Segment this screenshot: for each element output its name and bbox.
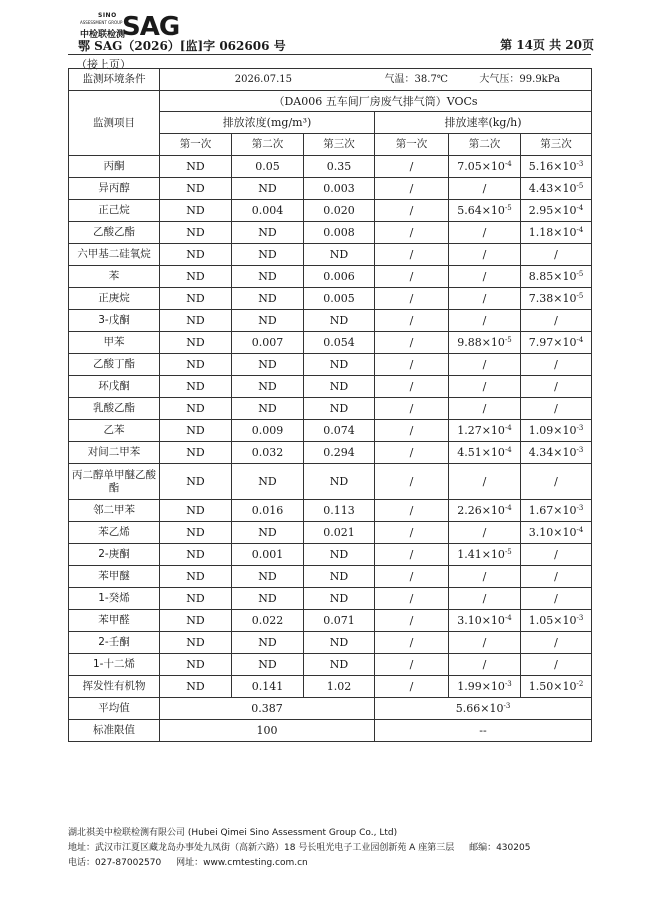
concentration-cell: ND (160, 566, 232, 588)
logo-sag: SAG (122, 12, 180, 42)
rate-cell: / (375, 332, 449, 354)
rate-cell: / (449, 654, 521, 676)
compound-name: 邻二甲苯 (69, 500, 160, 522)
rate-cell: / (375, 442, 449, 464)
rate-cell: $1.50\times 10^{-2}$ (521, 676, 592, 698)
rate-cell: / (449, 354, 521, 376)
concentration-cell: ND (232, 566, 304, 588)
rate-cell: / (375, 200, 449, 222)
average-row (69, 698, 592, 720)
rate-cell: $4.34\times 10^{-3}$ (521, 442, 592, 464)
concentration-cell: ND (160, 244, 232, 266)
time-header: 第一次 (375, 134, 449, 156)
env-temp: 气温：38.7℃ (384, 74, 448, 85)
rate-cell: / (375, 500, 449, 522)
rate-cell: $2.95\times 10^{-4}$ (521, 200, 592, 222)
rate-cell: $7.05\times 10^{-4}$ (449, 156, 521, 178)
rate-cell: $1.09\times 10^{-3}$ (521, 420, 592, 442)
time-header: 第一次 (160, 134, 232, 156)
report-number: 鄂 SAG（2026）[监]字 062606 号 (78, 39, 286, 53)
concentration-cell: ND (304, 354, 375, 376)
rate-cell: / (521, 354, 592, 376)
concentration-cell: 0.001 (232, 544, 304, 566)
concentration-cell: ND (232, 398, 304, 420)
compound-name: 苯乙烯 (69, 522, 160, 544)
compound-name: 甲苯 (69, 332, 160, 354)
concentration-cell: 0.294 (304, 442, 375, 464)
rate-cell: / (375, 354, 449, 376)
concentration-cell: 0.009 (232, 420, 304, 442)
concentration-cell: 0.020 (304, 200, 375, 222)
compound-name: 乙苯 (69, 420, 160, 442)
rate-header: 排放速率(kg/h) (375, 112, 592, 134)
concentration-cell: ND (304, 244, 375, 266)
footer-website: 网址：www.cmtesting.com.cn (176, 858, 308, 868)
concentration-cell: ND (160, 654, 232, 676)
rate-cell: $7.38\times 10^{-5}$ (521, 288, 592, 310)
concentration-cell: ND (232, 244, 304, 266)
compound-name: 乙酸丁酯 (69, 354, 160, 376)
time-header: 第三次 (521, 134, 592, 156)
limit-concentration: 100 (160, 720, 375, 742)
table-row (69, 522, 592, 544)
rate-cell: / (375, 654, 449, 676)
table-row (69, 354, 592, 376)
rate-cell: / (375, 588, 449, 610)
footer-phone: 电话：027-87002570 (68, 858, 162, 868)
concentration-cell: ND (160, 354, 232, 376)
concentration-cell: 0.074 (304, 420, 375, 442)
page-number: 第 14页 共 20页 (500, 38, 594, 52)
table-row (69, 376, 592, 398)
rate-cell: / (521, 544, 592, 566)
compound-name: 丙酮 (69, 156, 160, 178)
concentration-cell: 0.021 (304, 522, 375, 544)
footer-address: 地址：武汉市江夏区藏龙岛办事处九凤街（高新六路）18 号长咀光电子工业园创新苑 A 座第三层 (68, 843, 455, 853)
concentration-cell: ND (232, 632, 304, 654)
concentration-cell: ND (160, 464, 232, 500)
rate-cell: / (521, 310, 592, 332)
average-rate: $5.66\times 10^{-3}$ (375, 698, 592, 720)
rate-cell: / (449, 244, 521, 266)
table-row (69, 398, 592, 420)
compound-name: 1-十二烯 (69, 654, 160, 676)
compound-name: 六甲基二硅氧烷 (69, 244, 160, 266)
footer (68, 826, 530, 871)
rate-cell: / (375, 610, 449, 632)
concentration-cell: ND (160, 288, 232, 310)
concentration-cell: ND (160, 500, 232, 522)
rate-cell: / (375, 676, 449, 698)
compound-name: 丙二醇单甲醚乙酸酯 (69, 464, 160, 500)
rate-cell: $1.67\times 10^{-3}$ (521, 500, 592, 522)
limit-row (69, 720, 592, 742)
concentration-cell: ND (160, 178, 232, 200)
concentration-cell: ND (232, 464, 304, 500)
table-row (69, 632, 592, 654)
rate-cell: $7.97\times 10^{-4}$ (521, 332, 592, 354)
rate-cell: $1.99\times 10^{-3}$ (449, 676, 521, 698)
rate-cell: $1.05\times 10^{-3}$ (521, 610, 592, 632)
concentration-cell: ND (304, 544, 375, 566)
compound-name: 异丙醇 (69, 178, 160, 200)
rate-cell: / (521, 464, 592, 500)
concentration-cell: 0.032 (232, 442, 304, 464)
env-row (69, 69, 592, 91)
rate-cell: / (521, 244, 592, 266)
concentration-cell: 0.005 (304, 288, 375, 310)
average-concentration: 0.387 (160, 698, 375, 720)
concentration-cell: ND (232, 310, 304, 332)
source-row (69, 91, 592, 112)
rate-cell: / (375, 222, 449, 244)
concentration-cell: ND (160, 222, 232, 244)
rate-cell: $4.43\times 10^{-5}$ (521, 178, 592, 200)
concentration-cell: 0.022 (232, 610, 304, 632)
rate-cell: / (375, 266, 449, 288)
voc-results-table (68, 68, 592, 742)
average-label: 平均值 (69, 698, 160, 720)
concentration-cell: ND (232, 354, 304, 376)
rate-cell: / (375, 544, 449, 566)
rate-cell: / (449, 398, 521, 420)
compound-name: 苯 (69, 266, 160, 288)
concentration-cell: ND (160, 632, 232, 654)
rate-cell: $4.51\times 10^{-4}$ (449, 442, 521, 464)
env-values (160, 69, 592, 91)
concentration-cell: 1.02 (304, 676, 375, 698)
rate-cell: $2.26\times 10^{-4}$ (449, 500, 521, 522)
rate-cell: / (521, 398, 592, 420)
rate-cell: / (375, 376, 449, 398)
concentration-cell: ND (232, 654, 304, 676)
rate-cell: / (449, 632, 521, 654)
concentration-cell: ND (232, 222, 304, 244)
compound-name: 对间二甲苯 (69, 442, 160, 464)
rate-cell: / (375, 632, 449, 654)
concentration-cell: 0.05 (232, 156, 304, 178)
rate-cell: / (449, 222, 521, 244)
concentration-cell: ND (160, 200, 232, 222)
concentration-cell: ND (304, 310, 375, 332)
env-label: 监测环境条件 (69, 69, 160, 91)
rate-cell: / (375, 244, 449, 266)
rate-cell: / (375, 522, 449, 544)
concentration-cell: 0.006 (304, 266, 375, 288)
concentration-cell: 0.113 (304, 500, 375, 522)
table-row (69, 676, 592, 698)
logo-subtitle: ASSESSMENT GROUP (80, 20, 123, 25)
compound-name: 2-壬酮 (69, 632, 160, 654)
rate-cell: $1.41\times 10^{-5}$ (449, 544, 521, 566)
rate-cell: $1.27\times 10^{-4}$ (449, 420, 521, 442)
rate-cell: / (449, 178, 521, 200)
table-row (69, 200, 592, 222)
concentration-cell: 0.016 (232, 500, 304, 522)
table-row (69, 266, 592, 288)
rate-cell: / (375, 310, 449, 332)
compound-name: 3-戊酮 (69, 310, 160, 332)
concentration-cell: ND (160, 266, 232, 288)
rate-cell: / (449, 588, 521, 610)
rate-cell: / (375, 420, 449, 442)
table-row (69, 332, 592, 354)
limit-label: 标准限值 (69, 720, 160, 742)
rate-cell: / (375, 464, 449, 500)
compound-name: 挥发性有机物 (69, 676, 160, 698)
rate-cell: / (449, 522, 521, 544)
concentration-cell: ND (160, 332, 232, 354)
concentration-cell: ND (232, 288, 304, 310)
table-row (69, 288, 592, 310)
rate-cell: / (521, 632, 592, 654)
concentration-cell: ND (160, 610, 232, 632)
concentration-cell: ND (232, 266, 304, 288)
item-header: 监测项目 (69, 91, 160, 156)
rate-cell: / (375, 288, 449, 310)
table-row (69, 544, 592, 566)
compound-name: 苯甲醛 (69, 610, 160, 632)
concentration-cell: ND (304, 566, 375, 588)
table-row (69, 566, 592, 588)
env-pressure: 大气压：99.9kPa (479, 74, 560, 85)
concentration-cell: ND (160, 544, 232, 566)
rate-cell: / (449, 566, 521, 588)
rate-cell: / (521, 566, 592, 588)
table-row (69, 464, 592, 500)
compound-name: 正己烷 (69, 200, 160, 222)
env-date: 2026.07.15 (234, 74, 292, 85)
compound-name: 乳酸乙酯 (69, 398, 160, 420)
concentration-cell: 0.35 (304, 156, 375, 178)
rate-cell: $5.16\times 10^{-3}$ (521, 156, 592, 178)
rate-cell: / (521, 588, 592, 610)
rate-cell: / (449, 376, 521, 398)
table-row (69, 610, 592, 632)
continued-label: （接上页） (76, 58, 131, 71)
rate-cell: / (521, 654, 592, 676)
concentration-cell: ND (304, 398, 375, 420)
concentration-cell: ND (160, 156, 232, 178)
header-divider (68, 54, 591, 55)
concentration-cell: ND (160, 588, 232, 610)
table-row (69, 244, 592, 266)
concentration-cell: ND (304, 588, 375, 610)
concentration-cell: ND (304, 654, 375, 676)
table-row (69, 442, 592, 464)
concentration-cell: 0.141 (232, 676, 304, 698)
rate-cell: $1.18\times 10^{-4}$ (521, 222, 592, 244)
table-row (69, 500, 592, 522)
rate-cell: / (375, 178, 449, 200)
compound-name: 正庚烷 (69, 288, 160, 310)
concentration-cell: 0.054 (304, 332, 375, 354)
rate-cell: / (375, 566, 449, 588)
concentration-cell: ND (160, 522, 232, 544)
compound-name: 环戊酮 (69, 376, 160, 398)
compound-name: 苯甲醚 (69, 566, 160, 588)
conc-header: 排放浓度(mg/m³) (160, 112, 375, 134)
concentration-cell: 0.003 (304, 178, 375, 200)
rate-cell: / (449, 310, 521, 332)
footer-postcode: 邮编：430205 (469, 843, 531, 853)
rate-cell: / (375, 156, 449, 178)
table-row (69, 310, 592, 332)
rate-cell: / (449, 266, 521, 288)
table-row (69, 222, 592, 244)
rate-cell: / (449, 464, 521, 500)
concentration-cell: ND (160, 398, 232, 420)
concentration-cell: ND (160, 442, 232, 464)
compound-name: 2-庚酮 (69, 544, 160, 566)
concentration-cell: ND (160, 310, 232, 332)
limit-rate: -- (375, 720, 592, 742)
time-header: 第三次 (304, 134, 375, 156)
rate-cell: / (521, 376, 592, 398)
concentration-cell: ND (232, 178, 304, 200)
rate-cell: $8.85\times 10^{-5}$ (521, 266, 592, 288)
concentration-cell: ND (160, 420, 232, 442)
compound-name: 乙酸乙酯 (69, 222, 160, 244)
concentration-cell: 0.004 (232, 200, 304, 222)
concentration-cell: ND (160, 676, 232, 698)
concentration-cell: ND (232, 522, 304, 544)
concentration-cell: ND (304, 376, 375, 398)
concentration-cell: ND (160, 376, 232, 398)
table-row (69, 156, 592, 178)
logo-chinese: 中检联检测 (80, 30, 126, 40)
concentration-cell: ND (232, 588, 304, 610)
compound-name: 1-癸烯 (69, 588, 160, 610)
concentration-cell: ND (232, 376, 304, 398)
table-row (69, 178, 592, 200)
time-header: 第二次 (449, 134, 521, 156)
rate-cell: $5.64\times 10^{-5}$ (449, 200, 521, 222)
rate-cell: / (375, 398, 449, 420)
rate-cell: $9.88\times 10^{-5}$ (449, 332, 521, 354)
concentration-cell: 0.008 (304, 222, 375, 244)
time-header: 第二次 (232, 134, 304, 156)
source-header: （DA006 五车间厂房废气排气筒）VOCs (160, 91, 592, 112)
logo-sino: SINO (98, 12, 117, 19)
concentration-cell: 0.071 (304, 610, 375, 632)
footer-company: 湖北祺美中检联检测有限公司 (Hubei Qimei Sino Assessment Group Co., Ltd) (68, 828, 398, 838)
table-row (69, 420, 592, 442)
rate-cell: / (449, 288, 521, 310)
rate-cell: $3.10\times 10^{-4}$ (521, 522, 592, 544)
concentration-cell: ND (304, 632, 375, 654)
table-row (69, 654, 592, 676)
concentration-cell: ND (304, 464, 375, 500)
rate-cell: $3.10\times 10^{-4}$ (449, 610, 521, 632)
table-row (69, 588, 592, 610)
concentration-cell: 0.007 (232, 332, 304, 354)
